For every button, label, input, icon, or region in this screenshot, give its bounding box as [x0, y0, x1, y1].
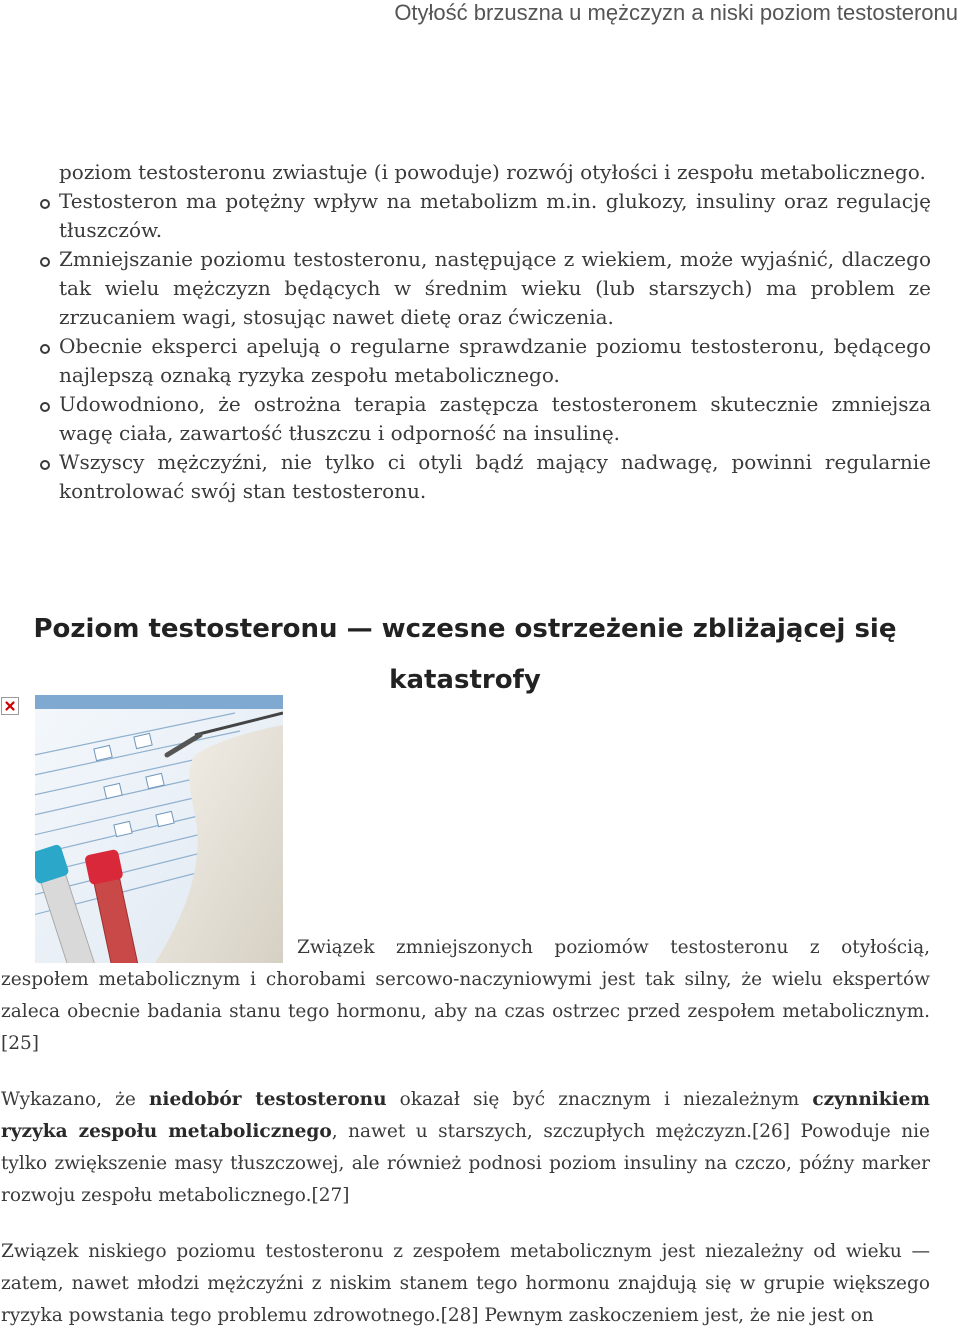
- bold-term: czynnikiem ryzyka zespołu metabolicznego: [1, 1089, 930, 1142]
- paragraph: [1, 1084, 930, 1212]
- paragraph-text: okazał się być znacznym i niezależnym: [386, 1089, 813, 1110]
- bold-term: niedobór testosteronu: [148, 1089, 387, 1110]
- paragraph-text: , nawet u starszych, szczupłych mężczyzn.[26] Powoduje nie tylko zwiększenie masy tłuszczowej, ale również podnosi poziom insuliny na czczo, późny marker rozwoju zespołu metabolicznego.[27]: [1, 1121, 931, 1206]
- list-item-continued: poziom testosteronu zwiastuje (i powoduje) rozwój otyłości i zespołu metabolicznego.: [59, 160, 926, 184]
- close-icon: [2, 698, 18, 714]
- bullet-list: [59, 158, 931, 506]
- paragraph-text: Wykazano, że: [1, 1089, 149, 1110]
- list-item: Wszyscy mężczyźni, nie tylko ci otyli bądź mający nadwagę, powinni regularnie kontrolować swój stan testosteronu.: [59, 448, 931, 506]
- paragraph: Związek niskiego poziomu testosteronu z zespołem metabolicznym jest niezależny od wieku — zatem, nawet młodzi mężczyźni z niskim stanem tego hormonu znajdują się w grupie większego ryzyka powstania tego problemu zdrowotnego.[28] Pewnym zaskoczeniem jest, że nie jest on: [1, 1241, 930, 1326]
- blood-test-form-image: [35, 695, 283, 963]
- running-header: Otyłość brzuszna u mężczyzn a niski poziom testosteronu: [394, 0, 958, 25]
- list-item: Udowodniono, że ostrożna terapia zastępcza testosteronem skutecznie zmniejsza wagę ciała, zawartość tłuszczu i odporność na insulinę.: [59, 390, 931, 448]
- paragraph: Związek zmniejszonych poziomów testosteronu z otyłością, zespołem metabolicznym i chorobami sercowo-naczyniowymi jest tak silny, że wielu ekspertów zaleca obecnie badania stanu tego hormonu, aby na czas ostrzec przed zespołem metabolicznym.[25]: [1, 937, 930, 1054]
- list-item: Obecnie eksperci apelują o regularne sprawdzanie poziomu testosteronu, będącego najlepszą oznaką ryzyka zespołu metabolicznego.: [59, 332, 931, 390]
- broken-image-icon: [1, 697, 19, 715]
- blood-test-photo: [35, 695, 283, 963]
- list-item: Testosteron ma potężny wpływ na metabolizm m.in. glukozy, insuliny oraz regulację tłuszczów.: [59, 187, 931, 245]
- list-item: Zmniejszanie poziomu testosteronu, następujące z wiekiem, może wyjaśnić, dlaczego tak wielu mężczyzn będących w średnim wieku (lub starszych) ma problem ze zrzucaniem wagi, stosując nawet dietę oraz ćwiczenia.: [59, 245, 931, 332]
- section-heading: Poziom testosteronu — wczesne ostrzeżenie zbliżającej się katastrofy: [33, 614, 897, 695]
